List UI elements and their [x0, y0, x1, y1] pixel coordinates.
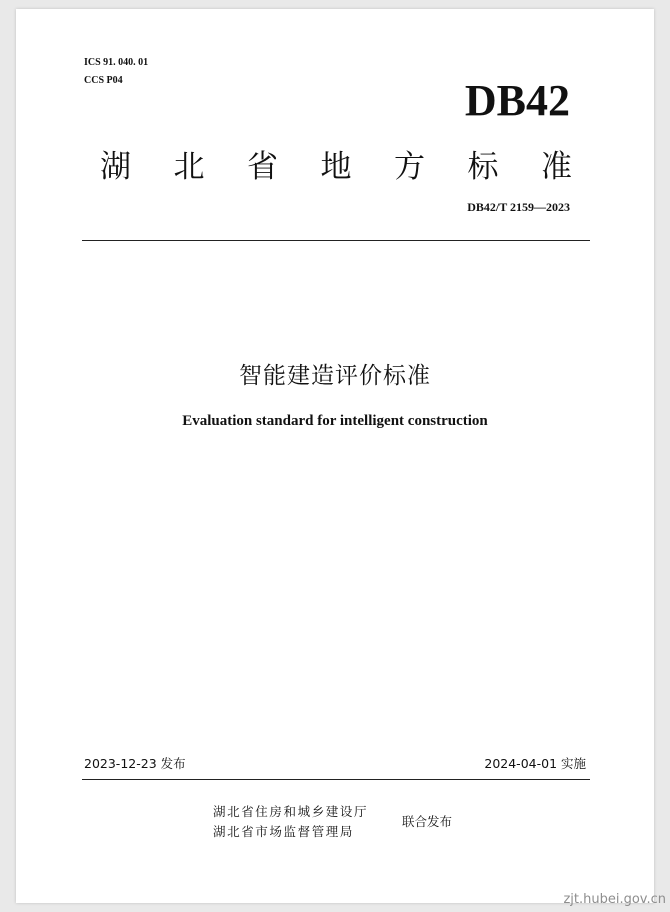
header-divider [82, 240, 590, 241]
issuer-name: 湖北省市场监督管理局 [213, 824, 355, 839]
standard-type-char: 方 [394, 149, 425, 185]
standard-type-char: 省 [247, 149, 278, 185]
document-title-chinese: 智能建造评价标准 [239, 363, 431, 389]
implementation-date: 2024-04-01 实施 [484, 756, 586, 771]
joint-release-label: 联合发布 [402, 814, 453, 829]
standard-number: DB42/T 2159—2023 [467, 200, 570, 214]
standard-type-char: 湖 [100, 149, 131, 185]
standard-type-char: 标 [467, 149, 499, 185]
issuer-list [213, 802, 368, 842]
standard-type-char: 地 [320, 149, 352, 185]
document-title-english: Evaluation standard for intelligent construction [182, 413, 488, 429]
issuer-name: 湖北省住房和城乡建设厅 [213, 804, 369, 819]
standard-type-char: 准 [541, 149, 572, 185]
issue-date: 2023-12-23 发布 [84, 756, 186, 771]
source-watermark: zjt.hubei.gov.cn [563, 892, 666, 907]
standard-type-char: 北 [173, 149, 205, 185]
ics-code: ICS 91. 040. 01 [84, 57, 149, 68]
footer-divider [82, 779, 590, 780]
document-page [16, 9, 654, 903]
ccs-code: CCS P04 [84, 75, 123, 86]
standard-type-heading [100, 147, 572, 187]
db-code: DB42 [464, 76, 570, 125]
